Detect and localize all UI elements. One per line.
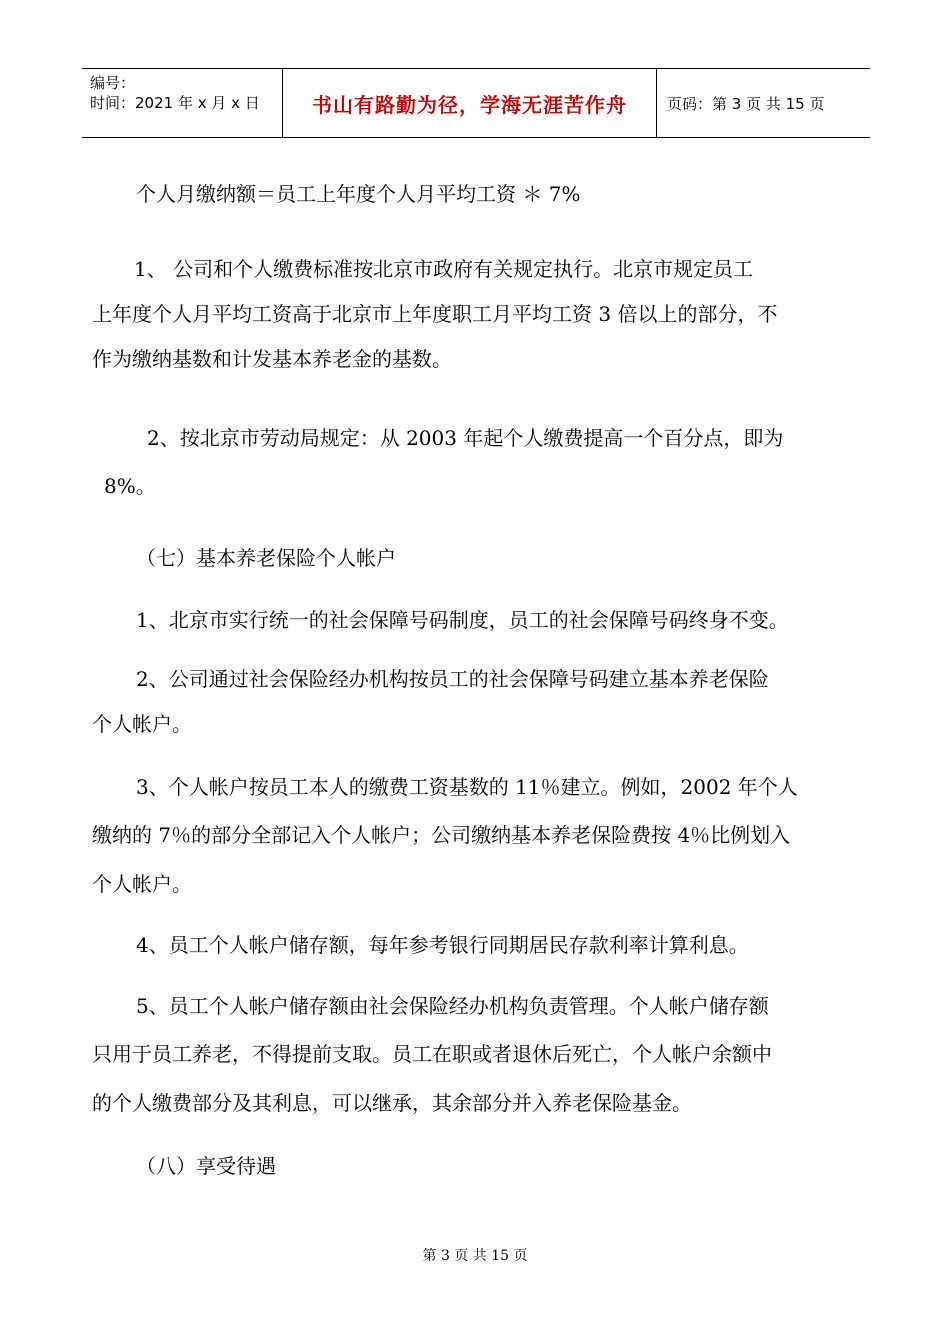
para-2-line-2: 8%。 — [104, 474, 156, 498]
item-1: 1、北京市实行统一的社会保障号码制度，员工的社会保障号码终身不变。 — [136, 608, 789, 632]
item-3-line-1: 3、个人帐户按员工本人的缴费工资基数的 11％建立。例如，2002 年个人 — [136, 775, 798, 799]
para-2-line-1: 2、按北京市劳动局规定：从 2003 年起个人缴费提高一个百分点，即为 — [147, 426, 784, 450]
item-2-line-2: 个人帐户。 — [92, 712, 192, 736]
para-1-line-1: 1、 公司和个人缴费标准按北京市政府有关规定执行。北京市规定员工 — [134, 257, 754, 281]
header-meta — [82, 69, 283, 137]
header-motto: 书山有路勤为径，学海无涯苦作舟 — [283, 69, 657, 137]
page-header — [82, 68, 870, 138]
para-1-line-2: 上年度个人月平均工资高于北京市上年度职工月平均工资 3 倍以上的部分，不 — [92, 302, 778, 326]
item-5-line-3: 的个人缴费部分及其利息，可以继承，其余部分并入养老保险基金。 — [92, 1091, 692, 1115]
time-label: 时间：2021 年 x 月 x 日 — [90, 94, 260, 112]
number-label: 编号： — [90, 74, 136, 92]
item-3-line-2: 缴纳的 7％的部分全部记入个人帐户；公司缴纳基本养老保险费按 4％比例划入 — [92, 823, 791, 847]
para-1-line-3: 作为缴纳基数和计发基本养老金的基数。 — [92, 347, 452, 371]
item-5-line-2: 只用于员工养老，不得提前支取。员工在职或者退休后死亡，个人帐户余额中 — [92, 1042, 772, 1066]
item-5-line-1: 5、员工个人帐户储存额由社会保险经办机构负责管理。个人帐户储存额 — [136, 994, 769, 1018]
item-4: 4、员工个人帐户储存额，每年参考银行同期居民存款利率计算利息。 — [136, 933, 749, 957]
item-3-line-3: 个人帐户。 — [92, 872, 192, 896]
section-7-heading: （七）基本养老保险个人帐户 — [136, 546, 396, 570]
section-8-heading: （八）享受待遇 — [136, 1154, 276, 1178]
page-footer: 第 3 页 共 15 页 — [422, 1248, 528, 1264]
formula-line: 个人月缴纳额＝员工上年度个人月平均工资 ＊ 7% — [136, 182, 581, 206]
item-2-line-1: 2、公司通过社会保险经办机构按员工的社会保障号码建立基本养老保险 — [136, 667, 769, 691]
header-page-info: 页码：第 3 页 共 15 页 — [667, 94, 825, 113]
